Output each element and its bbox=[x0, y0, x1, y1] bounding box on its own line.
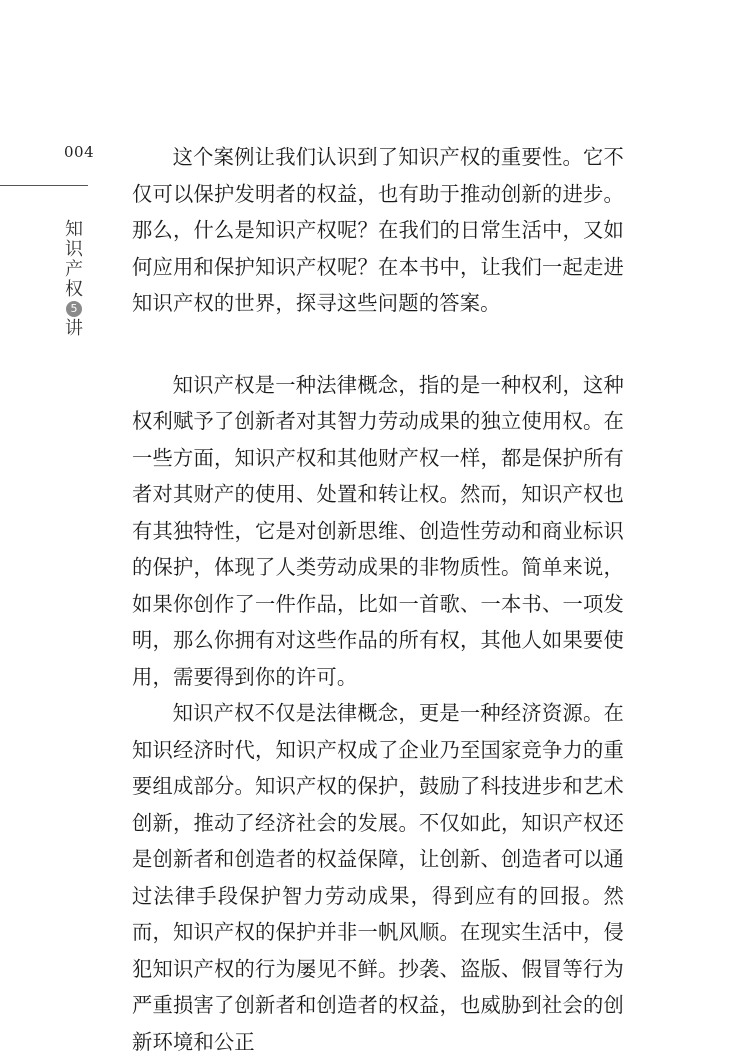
side-title-number-badge: 5 bbox=[66, 301, 82, 317]
side-title-char: 产 bbox=[65, 259, 83, 280]
side-title-suffix: 讲 bbox=[65, 318, 83, 339]
side-title-char: 知 bbox=[65, 219, 83, 240]
paragraph: 这个案例让我们认识到了知识产权的重要性。它不仅可以保护发明者的权益，也有助于推动创新的进步。那么，什么是知识产权呢？在我们的日常生活中，又如何应用和保护知识产权呢？在本书中，让我们一起走进知识产权的世界，探寻这些问题的答案。 bbox=[132, 145, 624, 315]
side-title-char: 识 bbox=[65, 239, 83, 260]
side-rule bbox=[0, 185, 88, 186]
paragraph: 知识产权不仅是法律概念，更是一种经济资源。在知识经济时代，知识产权成了企业乃至国家竞争力的重要组成部分。知识产权的保护，鼓励了科技进步和艺术创新，推动了经济社会的发展。不仅如此，知识产权还是创新者和创造者的权益保障，让创新、创造者可以通过法律手段保护智力劳动成果，得到应有的回报。然而，知识产权的保护并非一帆风顺。在现实生活中，侵犯知识产权的行为屡见不鲜。抄袭、盗版、假冒等行为严重损害了创新者和创造者的权益，也威胁到社会的创新环境和公正 bbox=[132, 701, 624, 1054]
side-title-char: 权 bbox=[65, 279, 83, 300]
paragraph: 知识产权是一种法律概念，指的是一种权利，这种权利赋予了创新者对其智力劳动成果的独立使用权。在一些方面，知识产权和其他财产权一样，都是保护所有者对其财产的使用、处置和转让权。然而，知识产权也有其独特性，它是对创新思维、创造性劳动和商业标识的保护，体现了人类劳动成果的非物质性。简单来说，如果你创作了一件作品，比如一首歌、一本书、一项发明，那么你拥有对这些作品的所有权，其他人如果要使用，需要得到你的许可。 bbox=[132, 372, 624, 689]
side-title bbox=[63, 220, 85, 339]
body-text bbox=[132, 139, 624, 1060]
page-number: 004 bbox=[64, 143, 95, 161]
